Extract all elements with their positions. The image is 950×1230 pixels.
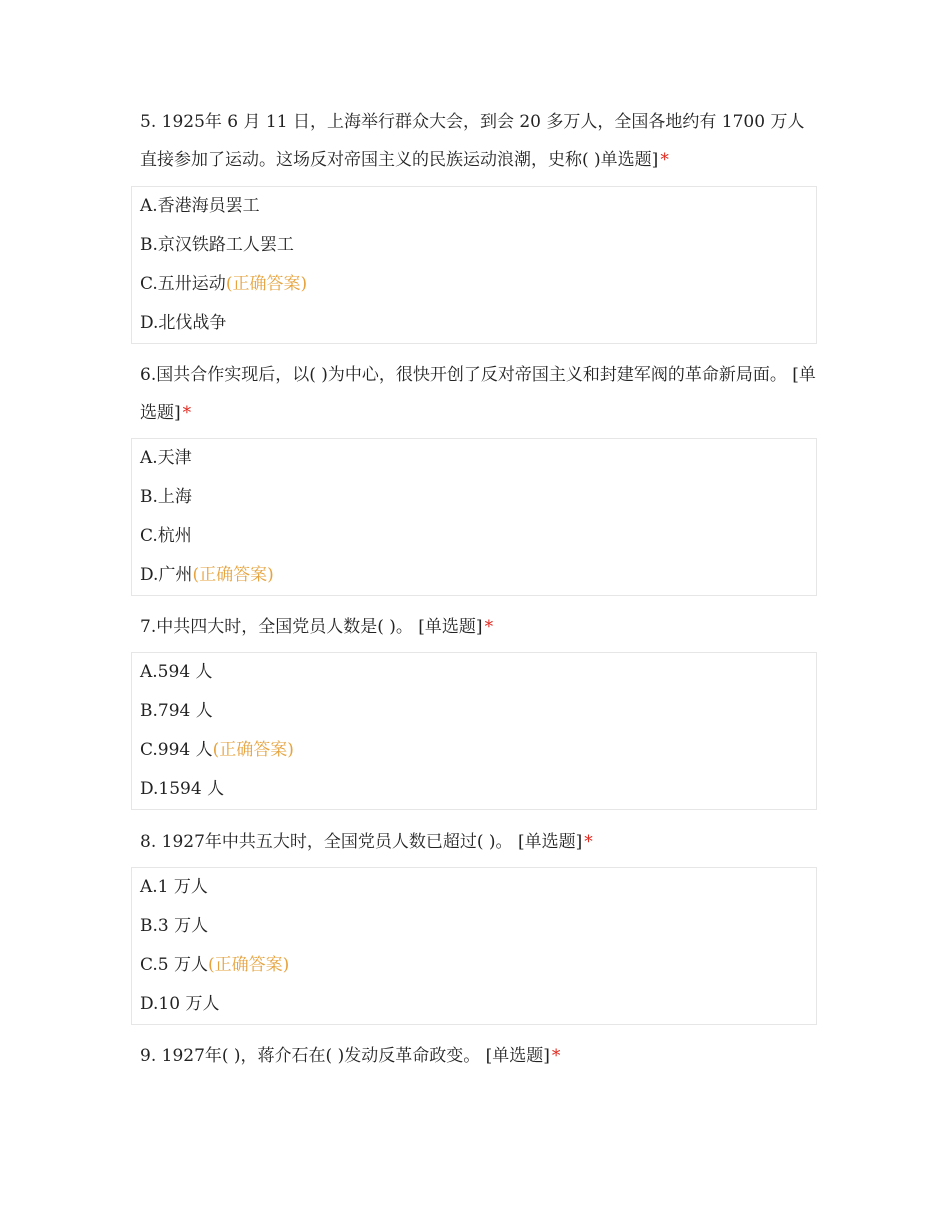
option-5d[interactable]: D.北伐战争 (140, 313, 227, 333)
option-8c[interactable]: C.5 万人(正确答案) (140, 955, 290, 975)
correct-answer-tag: (正确答案) (212, 740, 294, 760)
option-5c[interactable]: C.五卅运动(正确答案) (140, 274, 308, 294)
option-6a[interactable]: A.天津 (140, 448, 192, 468)
option-8a[interactable]: A.1 万人 (140, 877, 208, 897)
question-5-text: 5. 1925年 6 月 11 日，上海举行群众大会，到会 20 多万人，全国各地约有 1700 万人直接参加了运动。这场反对帝国主义的民族运动浪潮，史称( )单选题] (140, 112, 805, 170)
option-7c[interactable]: C.994 人(正确答案) (140, 740, 294, 760)
question-5-title (140, 103, 820, 179)
option-5a[interactable]: A.香港海员罢工 (140, 196, 260, 216)
required-asterisk-icon: * (551, 1046, 561, 1066)
option-7d[interactable]: D.1594 人 (140, 779, 225, 799)
correct-answer-tag: (正确答案) (208, 955, 290, 975)
correct-answer-tag: (正确答案) (225, 274, 308, 294)
required-asterisk-icon: * (182, 403, 192, 423)
required-asterisk-icon: * (660, 150, 669, 170)
option-6d[interactable]: D.广州(正确答案) (140, 565, 274, 585)
question-6-text: 6.国共合作实现后，以( )为中心，很快开创了反对帝国主义和封建军阀的革命新局面。 [单选题] (140, 365, 816, 423)
option-7a[interactable]: A.594 人 (140, 662, 213, 682)
question-7-title (140, 608, 820, 646)
question-9-text: 9. 1927年( )，蒋介石在( )发动反革命政变。 [单选题] (140, 1046, 550, 1066)
required-asterisk-icon: * (484, 617, 494, 637)
required-asterisk-icon: * (584, 832, 593, 852)
question-5-options (131, 186, 817, 344)
question-8-options (131, 867, 817, 1025)
option-6c[interactable]: C.杭州 (140, 526, 192, 546)
correct-answer-tag: (正确答案) (192, 565, 274, 585)
question-9-title (140, 1037, 820, 1075)
question-6-title (140, 356, 820, 432)
option-6b[interactable]: B.上海 (140, 487, 192, 507)
option-7b[interactable]: B.794 人 (140, 701, 213, 721)
question-8-text: 8. 1927年中共五大时，全国党员人数已超过( )。 [单选题] (140, 832, 583, 852)
option-5b[interactable]: B.京汉铁路工人罢工 (140, 235, 294, 255)
question-6-options (131, 438, 817, 596)
question-8-title (140, 823, 820, 861)
question-7-text: 7.中共四大时，全国党员人数是( )。 [单选题] (140, 617, 483, 637)
question-7-options (131, 652, 817, 810)
option-8d[interactable]: D.10 万人 (140, 994, 220, 1014)
option-8b[interactable]: B.3 万人 (140, 916, 209, 936)
